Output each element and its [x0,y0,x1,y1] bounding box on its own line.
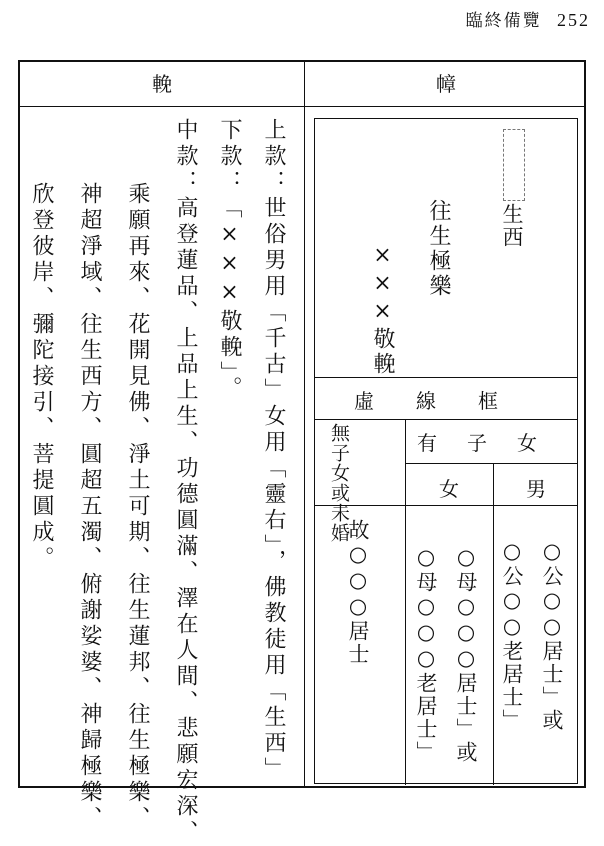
female-text-a: ○母○○○居士」或 [454,545,478,764]
line-lower-paragraph: 下款：「×××敬輓」。 [217,118,242,402]
line-middle-paragraph: 中款：高登蓮品、上品上生、功德圓滿、澤在人間、悲願宏深、 [173,118,198,846]
banner-small-title: 生西 [500,203,524,249]
banner-main-text: 往生極樂 [426,199,451,299]
female-header: 女 [439,477,459,501]
female-text-b: ○母○○○老居士」 [414,545,438,764]
main-frame [18,60,586,846]
dashed-placeholder [503,129,525,201]
table-col-div-2 [493,463,494,785]
dashed-label-top-border [315,377,577,378]
has-children-header: 有子女 [417,431,567,455]
dashed-label-bottom-border [315,419,577,420]
header-title: 臨終備覽 [465,11,542,31]
line-middle-cont-1: 乘願再來、花開見佛、淨土可期、往生蓮邦、往生極樂、 [125,182,150,832]
table-subheader-divider [405,463,577,464]
header-divider [20,106,584,107]
banner-signature: ×××敬輓 [370,243,395,377]
male-text-a: ○公○○居士」或 [540,539,564,732]
line-middle-cont-3: 欣登彼岸、彌陀接引、菩提圓成。 [29,182,54,572]
heading-left: 輓 [152,72,172,96]
banner-box [314,118,578,784]
no-children-text: 故○○○居士 [346,519,370,666]
center-divider [304,62,305,786]
male-text-b: ○公○○老居士」 [500,539,524,732]
heading-right: 幛 [436,72,456,96]
page-number: 252 [557,10,590,30]
line-middle-cont-2: 神超淨域、往生西方、圓超五濁、俯謝娑婆、神歸極樂、 [77,182,102,832]
line-upper-paragraph: 上款：世俗男用「千古」女用「靈右」，佛教徒用「生西」 [261,118,286,783]
page-header [466,6,590,31]
no-children-header: 無子女或未婚 [328,423,350,543]
dashed-frame-label: 虛線框 [354,389,540,413]
table-header-bottom [315,505,577,506]
male-header: 男 [526,477,546,501]
